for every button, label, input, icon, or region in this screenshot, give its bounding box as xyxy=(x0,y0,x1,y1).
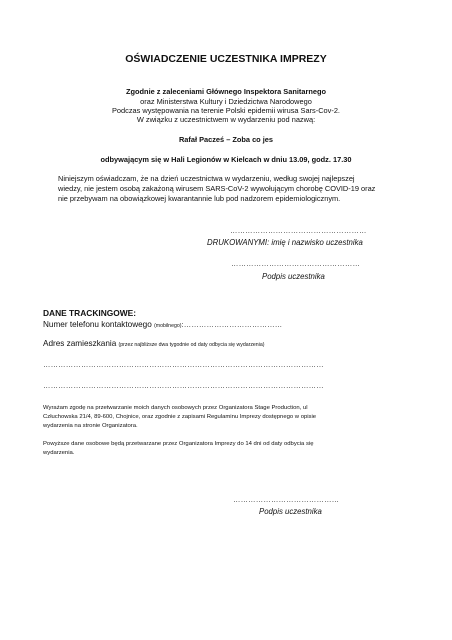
event-name: Rafał Pacześ – Zoba co jes xyxy=(178,135,274,144)
name-dots: ……………………………………………… xyxy=(230,226,367,235)
address-field xyxy=(43,339,264,348)
name-caption: DRUKOWANYMI: imię i nazwisko uczestnika xyxy=(207,238,363,247)
signature-dots: …………………………………………… xyxy=(231,259,361,268)
phone-dots: :………………………………… xyxy=(181,320,283,329)
declaration-line: Niniejszym oświadczam, że na dzień uczestnictwa w wydarzeniu, według swojej najlepszej xyxy=(58,174,355,183)
address-note: (przez najbliższe dwa tygodnie od daty odbycia się wydarzenia) xyxy=(118,342,265,348)
subtitle-line: Podczas występowania na terenie Polski epidemii wirusa Sars-Cov-2. xyxy=(112,106,340,115)
subtitle-line: W związku z uczestnictwem w wydarzeniu pod nazwą: xyxy=(136,115,316,124)
subtitle-line: oraz Ministerstwa Kultury i Dziedzictwa Narodowego xyxy=(140,97,312,106)
declaration-line: nie przebywam na obowiązkowej kwarantannie lub pod nadzorem epidemiologicznym. xyxy=(58,194,341,203)
retention-line: Powyższe dane osobowe będą przetwarzane przez Organizatora Imprezy do 14 dni od daty odbycia się xyxy=(43,441,314,447)
event-location: odbywającym się w Hali Legionów w Kielcach w dniu 13.09, godz. 17.30 xyxy=(100,155,352,164)
consent-line: Wyrażam zgodę na przetwarzanie moich danych osobowych przez Organizatora Stage Production, ul xyxy=(43,405,308,411)
document-title: OŚWIADCZENIE UCZESTNIKA IMPREZY xyxy=(125,53,327,65)
address-label: Adres zamieszkania xyxy=(43,339,117,348)
declaration-line: wiedzy, nie jestem osobą zakażoną wirusem SARS-CoV-2 wywołującym chorobę COVID-19 oraz xyxy=(58,184,376,193)
address-dots: ………………………………………………………………………………………………… xyxy=(43,381,324,390)
phone-label: Numer telefonu kontaktowego xyxy=(43,320,152,329)
consent-line: Człuchowska 21/4, 89-600, Chojnice, oraz zgodnie z zapisami Regulaminu Imprezy dostępnego w opisie xyxy=(43,414,317,420)
subtitle-bold: Zgodnie z zaleceniami Głównego Inspektora Sanitarnego xyxy=(126,87,326,96)
signature-caption: Podpis uczestnika xyxy=(262,272,325,281)
address-dots: ………………………………………………………………………………………………… xyxy=(43,360,324,369)
tracking-heading: DANE TRACKINGOWE: xyxy=(43,308,137,318)
phone-field xyxy=(43,320,282,329)
consent-line: wydarzenia na stronie Organizatora. xyxy=(43,423,138,429)
final-signature-caption: Podpis uczestnika xyxy=(259,507,322,516)
phone-note: (mobilnego) xyxy=(154,323,182,329)
retention-line: wydarzenia. xyxy=(43,450,75,456)
final-signature-dots: …………………………………… xyxy=(233,495,340,504)
